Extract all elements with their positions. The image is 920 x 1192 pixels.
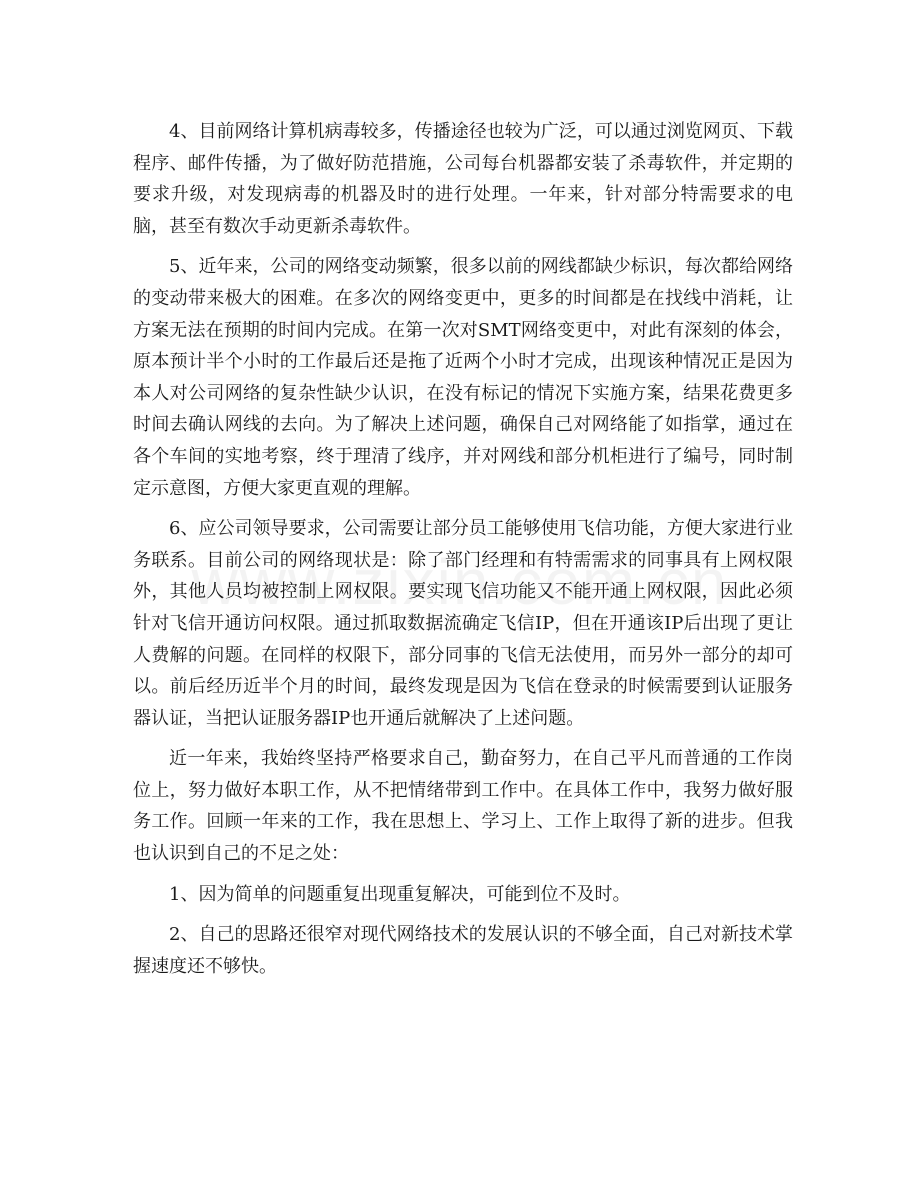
document-body [133, 116, 793, 991]
paragraph-shortcoming-1: 1、因为简单的问题重复出现重复解决，可能到位不及时。 [169, 883, 631, 905]
paragraph-shortcoming-2: 2、自己的思路还很窄对现代网络技术的发展认识的不够全面，自己对新技术掌握速度还不够快。 [133, 924, 793, 977]
paragraph-summary: 近一年来，我始终坚持严格要求自己，勤奋努力，在自己平凡而普通的工作岗位上，努力做好本职工作，从不把情绪带到工作中。在具体工作中，我努力做好服务工作。回顾一年来的工作，我在思想上、学习上、工作上取得了新的进步。但我也认识到自己的不足之处： [133, 748, 793, 865]
paragraph-item-5: 5、近年来，公司的网络变动频繁，很多以前的网线都缺少标识，每次都给网络的变动带来极大的困难。在多次的网络变更中，更多的时间都是在找线中消耗，让方案无法在预期的时间内完成。在第一次对SMT网络变更中，对此有深刻的体会，原本预计半个小时的工作最后还是拖了近两个小时才完成，出现该种情况正是因为本人对公司网络的复杂性缺少认识，在没有标记的情况下实施方案，结果花费更多时间去确认网线的去向。为了解决上述问题，确保自己对网络能了如指掌，通过在各个车间的实地考察，终于理清了线序，并对网线和部分机柜进行了编号，同时制定示意图，方便大家更直观的理解。 [133, 256, 793, 499]
paragraph-item-4: 4、目前网络计算机病毒较多，传播途径也较为广泛，可以通过浏览网页、下载程序、邮件传播，为了做好防范措施，公司每台机器都安装了杀毒软件，并定期的要求升级，对发现病毒的机器及时的进行处理。一年来，针对部分特需要求的电脑，甚至有数次手动更新杀毒软件。 [133, 121, 793, 237]
paragraph-item-6: 6、应公司领导要求，公司需要让部分员工能够使用飞信功能，方便大家进行业务联系。目前公司的网络现状是：除了部门经理和有特需需求的同事具有上网权限外，其他人员均被控制上网权限。要实现飞信功能又不能开通上网权限，因此必须针对飞信开通访问权限。通过抓取数据流确定飞信IP，但在开通该IP后出现了更让人费解的问题。在同样的权限下，部分同事的飞信无法使用，而另外一部分的却可以。前后经历近半个月的时间，最终发现是因为飞信在登录的时候需要到认证服务器认证，当把认证服务器IP也开通后就解决了上述问题。 [133, 518, 793, 729]
